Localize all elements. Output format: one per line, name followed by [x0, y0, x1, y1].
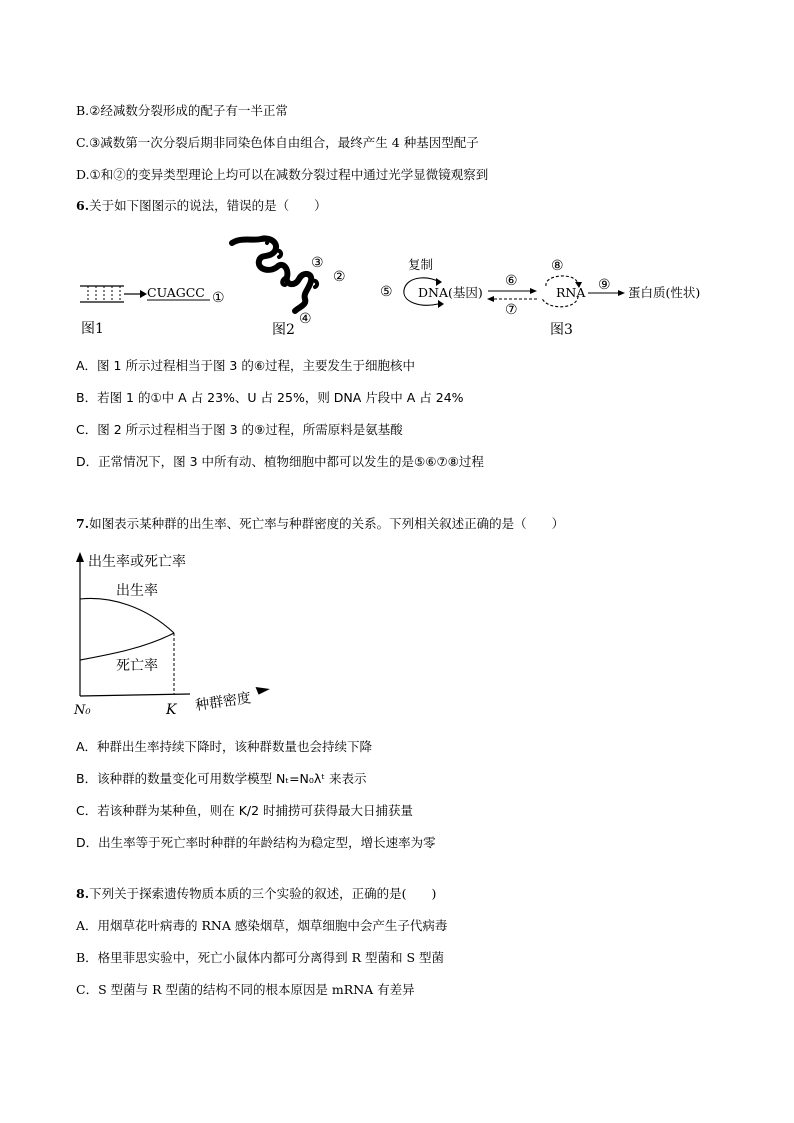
q6-option-a: A．图 1 所示过程相当于图 3 的⑥过程，主要发生于细胞核中	[76, 358, 416, 373]
q5-option-d: D.①和②的变异类型理论上均可以在减数分裂过程中通过光学显微镜观察到	[76, 167, 489, 182]
fig2-mark-2: ②	[333, 269, 346, 285]
q7-graph	[70, 548, 285, 720]
q8-stem	[76, 886, 436, 902]
fig3-mark-6: ⑥	[505, 273, 518, 289]
q8-number: 8.	[76, 886, 90, 901]
q6-stem	[76, 198, 327, 214]
fig2-mark-3: ③	[311, 255, 324, 271]
figure-1	[76, 278, 236, 340]
q8-option-c: C．S 型菌与 R 型菌的结构不同的根本原因是 mRNA 有差异	[76, 982, 415, 997]
q5-option-c: C.③减数第一次分裂后期非同染色体自由组合，最终产生 4 种基因型配子	[76, 135, 479, 150]
fig3-mark-5: ⑤	[380, 284, 393, 300]
q8-stem-text: 下列关于探索遗传物质本质的三个实验的叙述，正确的是( )	[89, 886, 437, 901]
q7-number: 7.	[76, 516, 90, 531]
q7-option-a: A．种群出生率持续下降时，该种群数量也会持续下降	[76, 739, 373, 754]
q7-stem	[76, 516, 564, 532]
fig1-caption: 图1	[81, 321, 104, 337]
fig3-rna: RNA	[556, 285, 586, 300]
fig2-caption: 图2	[272, 322, 295, 338]
birth-rate-label: 出生率	[116, 583, 158, 599]
fig1-mark: ①	[212, 290, 225, 306]
y-axis-label: 出生率或死亡率	[88, 554, 186, 570]
fig3-protein: 蛋白质(性状)	[628, 285, 701, 300]
q8-option-a: A．用烟草花叶病毒的 RNA 感染烟草，烟草细胞中会产生子代病毒	[76, 918, 448, 933]
fig3-mark-8: ⑧	[551, 258, 564, 274]
q6-stem-text: 关于如下图图示的说法，错误的是（ ）	[89, 198, 327, 213]
q8-option-b: B．格里菲思实验中，死亡小鼠体内都可分离得到 R 型菌和 S 型菌	[76, 950, 445, 965]
k-label: K	[166, 702, 177, 718]
q7-option-d: D．出生率等于死亡率时种群的年龄结构为稳定型，增长速率为零	[76, 835, 436, 850]
fig3-caption: 图3	[550, 322, 573, 338]
origin-label: N₀	[74, 703, 91, 718]
q7-stem-text: 如图表示某种群的出生率、死亡率与种群密度的关系。下列相关叙述正确的是（ ）	[89, 516, 565, 531]
q7-option-c: C．若该种群为某种鱼，则在 K/2 时捕捞可获得最大日捕获量	[76, 803, 414, 818]
fig2-mark-4: ④	[299, 311, 312, 327]
figure-2	[225, 233, 365, 343]
q6-option-c: C．图 2 所示过程相当于图 3 的⑨过程，所需原料是氨基酸	[76, 422, 403, 437]
q7-option-b: B．该种群的数量变化可用数学模型 Nₜ=N₀λᵗ 来表示	[76, 771, 367, 786]
fig3-mark-7: ⑦	[505, 302, 518, 318]
birth-rate-curve	[80, 598, 174, 633]
q5-option-b: B.②经减数分裂形成的配子有一半正常	[76, 103, 288, 118]
fig3-copy-label: 复制	[408, 257, 434, 272]
q6-number: 6.	[76, 198, 90, 213]
q6-option-b: B．若图 1 的①中 A 占 23%、U 占 25%，则 DNA 片段中 A 占 24%	[76, 390, 464, 405]
x-axis	[80, 694, 190, 696]
x-axis-label: 种群密度	[194, 690, 253, 714]
polypeptide-chain	[232, 239, 311, 311]
q6-option-d: D．正常情况下，图 3 中所有动、植物细胞中都可以发生的是⑤⑥⑦⑧过程	[76, 454, 484, 469]
fig3-dna: DNA(基因)	[418, 285, 483, 300]
figure-3	[380, 252, 715, 344]
fig3-mark-9: ⑨	[598, 277, 611, 293]
fig1-sequence: CUAGCC	[147, 285, 205, 300]
death-rate-label: 死亡率	[116, 658, 158, 674]
death-rate-curve	[80, 633, 174, 660]
